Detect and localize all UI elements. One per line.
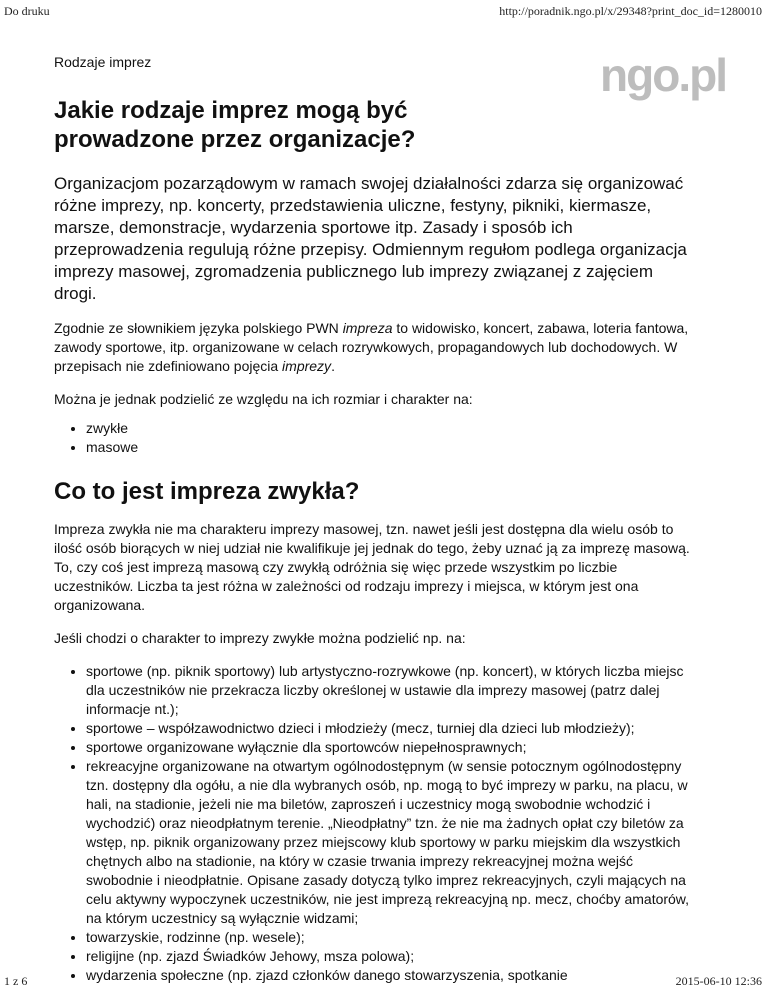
page-title: Jakie rodzaje imprez mogą być prowadzone przez organizacje? <box>54 97 416 153</box>
ngo-logo: ngo.pl <box>600 49 726 101</box>
print-header-url: http://poradnik.ngo.pl/x/29348?print_doc_id=1280010 <box>499 4 762 18</box>
print-footer <box>0 972 768 994</box>
lead-paragraph: Organizacjom pozarządowym w ramach swojej działalności zdarza się organizować różne imprezy, np. koncerty, przedstawienia uliczne, festyny, pikniki, kiermasze, marsze, demonstracje, wydarzenia sportowe itp. Zasady i sposób ich przeprowadzenia regulują różne przepisy. Odmiennym regułom podlega organizacja imprezy masowej, zgromadzenia publicznego lub imprezy związanej z zajęciem drogi. <box>54 174 687 303</box>
definition-term: impreza <box>342 320 393 336</box>
print-timestamp: 2015-06-10 12:36 <box>675 974 762 988</box>
list-item: • masowe <box>86 438 700 457</box>
list-item: • towarzyskie, rodzinne (np. wesele); <box>86 928 700 947</box>
list-item: • wydarzenia społeczne (np. zjazd członków danego stowarzyszenia, spotkanie <box>86 966 700 985</box>
list-item: • religijne (np. zjazd Świadków Jehowy, msza polowa); <box>86 947 700 966</box>
list-item: • sportowe (np. piknik sportowy) lub artystyczno-rozrywkowe (np. koncert), w których liczba miejsc dla uczestników nie przekracza liczby określonej w ustawie dla imprezy masowej (patrz dalej informacje nt.); <box>86 662 700 719</box>
division-list <box>54 419 700 457</box>
article <box>54 40 726 985</box>
print-header <box>0 0 768 20</box>
section-paragraph: Impreza zwykła nie ma charakteru imprezy masowej, tzn. nawet jeśli jest dostępna dla wielu osób to ilość osób biorących w niej udział nie kwalifikuje jej jednak do tego, żeby uznać ją za imprezę masową. To, czy coś jest imprezą masową czy zwykłą odróżnia się więc przede wszystkim po liczbie uczestników. Liczba ta jest różna w zależności od rodzaju imprezy i miejsca, w którym jest ona organizowana. <box>54 521 690 613</box>
types-intro: Jeśli chodzi o charakter to imprezy zwykłe można podzielić np. na: <box>54 630 466 646</box>
category-label: Rodzaje imprez <box>54 54 152 70</box>
types-list <box>54 662 700 985</box>
list-item: • sportowe organizowane wyłącznie dla sportowców niepełnosprawnych; <box>86 738 700 757</box>
definition-paragraph: Zgodnie ze słownikiem języka polskiego PWN impreza to widowisko, koncert, zabawa, loteria fantowa, zawody sportowe, itp. organizowane w celach rozrywkowych, propagandowych lub dochodowych. W przepisach nie zdefiniowano pojęcia imprezy. <box>54 320 689 374</box>
list-item: • zwykłe <box>86 419 700 438</box>
definition-term-2: imprezy <box>282 358 332 374</box>
section-heading: Co to jest impreza zwykła? <box>54 478 360 505</box>
division-intro: Można je jednak podzielić ze względu na ich rozmiar i charakter na: <box>54 391 473 407</box>
page-counter: 1 z 6 <box>4 974 28 988</box>
print-header-label: Do druku <box>4 4 50 18</box>
list-item: • rekreacyjne organizowane na otwartym ogólnodostępnym (w sensie potocznym ogólnodostępny tzn. dostępny dla ogółu, a nie dla wybranych osób, np. mogą to być imprezy w parku, na placu, w hali, na stadionie, jeżeli nie ma biletów, zaproszeń i uczestnicy mogą swobodnie wchodzić i wychodzić) oraz nieodpłatnym terenie. „Nieodpłatny” tzn. że nie ma żadnych opłat czy biletów za wstęp, np. piknik organizowany przez miejscowy klub sportowy w parku miejskim dla wszystkich chętnych albo na stadionie, na który w czasie trwania imprezy rekreacyjnej można wejść swobodnie i nieodpłatnie. Opisane zasady dotyczą tylko imprez rekreacyjnych, czyli mających na celu aktywny wypoczynek uczestników, nie jest imprezą rekreacyjną np. mecz, choćby amatorów, na którym uczestnicy są wyłącznie widzami; <box>86 757 700 928</box>
list-item: • sportowe – współzawodnictwo dzieci i młodzieży (mecz, turniej dla dzieci lub młodzieży); <box>86 719 700 738</box>
